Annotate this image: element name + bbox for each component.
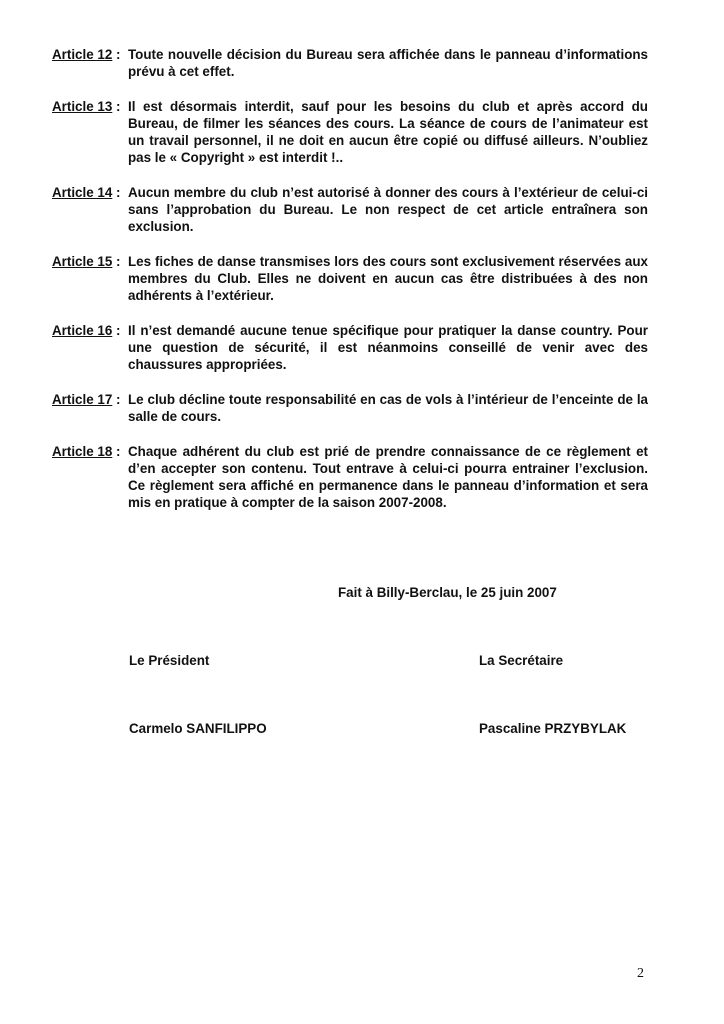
article-number: Article 17: [52, 392, 113, 407]
article-number: Article 15: [52, 254, 113, 269]
article-14: [52, 184, 648, 235]
secretary-name: Pascaline PRZYBYLAK: [479, 721, 627, 736]
article-text: Les fiches de danse transmises lors des cours sont exclusivement réservées aux membres du Club. Elles ne doivent en aucun cas être distribuées à des non adhérents à l’extérieur.: [128, 254, 648, 303]
article-number: Article 18: [52, 444, 113, 459]
article-label: [52, 98, 128, 166]
article-label: [52, 391, 128, 425]
article-label: [52, 322, 128, 373]
article-separator: :: [112, 444, 121, 459]
article-text: Toute nouvelle décision du Bureau sera affichée dans le panneau d’informations prévu à cet effet.: [128, 47, 648, 79]
article-text: Il n’est demandé aucune tenue spécifique pour pratiquer la danse country. Pour une question de sécurité, il est néanmoins conseillé de venir avec des chaussures appropriées.: [128, 323, 648, 372]
place-and-date: Fait à Billy-Berclau, le 25 juin 2007: [338, 585, 557, 600]
article-separator: :: [112, 47, 121, 62]
article-label: [52, 253, 128, 304]
article-15: [52, 253, 648, 304]
article-separator: :: [112, 323, 121, 338]
article-label: [52, 443, 128, 511]
secretary-title: La Secrétaire: [479, 653, 564, 668]
article-12: [52, 46, 648, 80]
article-text: Il est désormais interdit, sauf pour les besoins du club et après accord du Bureau, de filmer les séances des cours. La séance de cours de l’animateur est un travail personnel, il ne doit en aucun être copié ou diffusé ailleurs. N’oubliez pas le « Copyright » est interdit !..: [128, 99, 648, 165]
article-17: [52, 391, 648, 425]
article-number: Article 14: [52, 185, 113, 200]
president-name: Carmelo SANFILIPPO: [129, 721, 267, 736]
article-text: Le club décline toute responsabilité en cas de vols à l’intérieur de l’enceinte de la salle de cours.: [128, 392, 648, 424]
article-18: [52, 443, 648, 511]
article-number: Article 12: [52, 47, 113, 62]
article-text: Chaque adhérent du club est prié de prendre connaissance de ce règlement et d’en accepter son contenu. Tout entrave à celui-ci pourra entrainer l’exclusion. Ce règlement sera affiché en permanence dans le panneau d’information et sera mis en pratique à compter de la saison 2007-2008.: [128, 444, 648, 510]
article-16: [52, 322, 648, 373]
page-number: 2: [637, 966, 644, 981]
article-separator: :: [112, 392, 121, 407]
article-number: Article 16: [52, 323, 113, 338]
article-separator: :: [112, 99, 121, 114]
article-list: [52, 46, 648, 529]
article-number: Article 13: [52, 99, 113, 114]
article-separator: :: [112, 254, 121, 269]
article-13: [52, 98, 648, 166]
president-title: Le Président: [129, 653, 210, 668]
article-separator: :: [112, 185, 121, 200]
article-label: [52, 46, 128, 80]
article-text: Aucun membre du club n’est autorisé à donner des cours à l’extérieur de celui-ci sans l’approbation du Bureau. Le non respect de cet article entraînera son exclusion.: [128, 185, 648, 234]
article-label: [52, 184, 128, 235]
